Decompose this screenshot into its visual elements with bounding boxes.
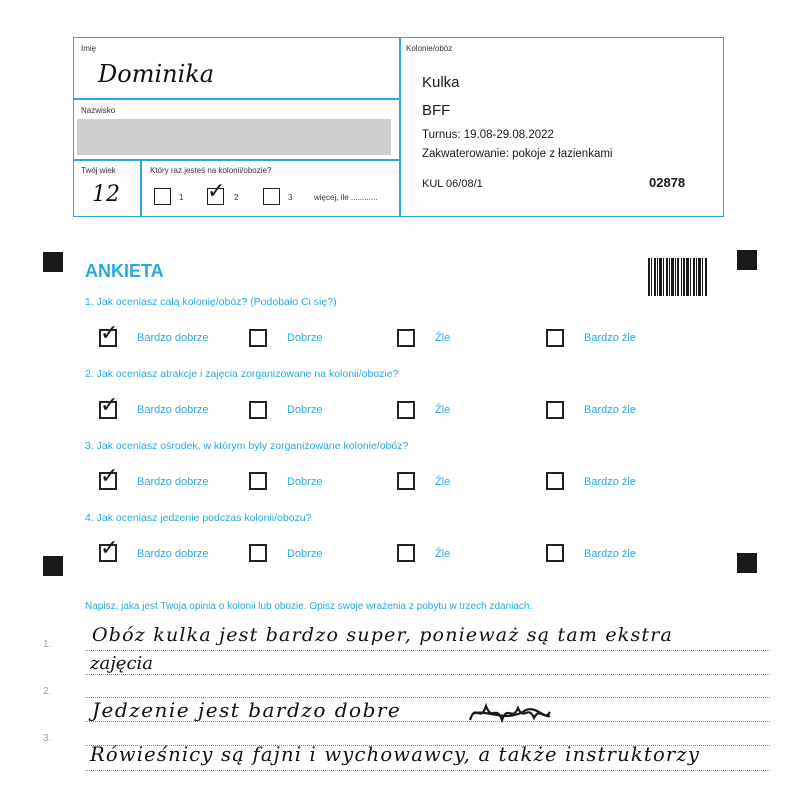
question-1: 1. Jak oceniasz całą kolonię/obóz? (Podobało Ci się?) bbox=[85, 296, 337, 308]
registration-marker-bottom-left bbox=[43, 556, 63, 576]
q4-option-label: Dobrze bbox=[287, 548, 323, 560]
times-more-label: więcej, ile ............ bbox=[314, 193, 378, 202]
q2-option-label: Bardzo źle bbox=[584, 404, 636, 416]
header-divider bbox=[399, 38, 401, 216]
times-checkbox-2[interactable] bbox=[207, 179, 226, 205]
q2-checkbox-dobrze[interactable] bbox=[249, 401, 267, 419]
name-label: Imię bbox=[81, 44, 97, 53]
q1-checkbox-bardzo-zle[interactable] bbox=[546, 329, 564, 347]
name-value: Dominika bbox=[98, 60, 215, 88]
q2-option-label: Bardzo dobrze bbox=[137, 404, 209, 416]
q3-checkbox-bardzo-dobrze[interactable] bbox=[99, 464, 119, 490]
registration-marker-top-right bbox=[737, 250, 757, 270]
q3-checkbox-dobrze[interactable] bbox=[249, 472, 267, 490]
turnus-text: Turnus: 19.08-29.08.2022 bbox=[422, 129, 554, 141]
opinion-prompt: Napisz, jaka jest Twoja opinia o kolonii lub obozie. Opisz swoje wrażenia z pobytu w trzech zdaniach. bbox=[85, 601, 533, 612]
name-row-divider bbox=[74, 98, 399, 100]
age-label: Twój wiek bbox=[81, 166, 116, 175]
scribble-icon bbox=[466, 700, 552, 726]
q3-option-label: Bardzo źle bbox=[584, 476, 636, 488]
check-mark-icon: ✓ bbox=[100, 393, 119, 418]
q3-option-label: Bardzo dobrze bbox=[137, 476, 209, 488]
q1-option-label: Źle bbox=[435, 332, 451, 344]
line-number-1: 1. bbox=[43, 639, 52, 650]
check-mark-icon: ✓ bbox=[100, 464, 119, 489]
q3-option-label: Dobrze bbox=[287, 476, 323, 488]
line-number-2: 2. bbox=[43, 686, 52, 697]
zakwaterowanie-text: Zakwaterowanie: pokoje z łazienkami bbox=[422, 148, 613, 160]
barcode-icon bbox=[648, 258, 708, 296]
answer-line bbox=[85, 674, 770, 675]
answer-line-2-text: Jedzenie jest bardzo dobre bbox=[92, 698, 402, 722]
q4-checkbox-bardzo-zle[interactable] bbox=[546, 544, 564, 562]
q4-checkbox-dobrze[interactable] bbox=[249, 544, 267, 562]
answer-line bbox=[85, 650, 770, 651]
q4-checkbox-bardzo-dobrze[interactable] bbox=[99, 536, 119, 562]
times-checkbox-1[interactable] bbox=[154, 188, 171, 205]
q1-checkbox-zle[interactable] bbox=[397, 329, 415, 347]
camp-label: Kolonie/obóz bbox=[406, 44, 453, 53]
check-mark-icon: ✓ bbox=[100, 321, 119, 346]
check-mark-icon: ✓ bbox=[100, 536, 119, 561]
times-option-3: 3 bbox=[288, 193, 293, 202]
q3-checkbox-zle[interactable] bbox=[397, 472, 415, 490]
times-checkbox-3[interactable] bbox=[263, 188, 280, 205]
question-3: 3. Jak oceniasz ośrodek, w którym były zorganizowane kolonie/obóz? bbox=[85, 440, 409, 452]
question-4: 4. Jak oceniasz jedzenie podczas kolonii/obozu? bbox=[85, 512, 312, 524]
q1-option-label: Bardzo dobrze bbox=[137, 332, 209, 344]
q2-option-label: Źle bbox=[435, 404, 451, 416]
age-divider bbox=[140, 159, 142, 217]
q4-checkbox-zle[interactable] bbox=[397, 544, 415, 562]
header-form bbox=[73, 37, 724, 217]
q2-option-label: Dobrze bbox=[287, 404, 323, 416]
answer-line-3-text: Rówieśnicy są fajni i wychowawcy, a także instruktorzy bbox=[90, 743, 701, 766]
camp-name: Kulka bbox=[422, 74, 460, 91]
question-2: 2. Jak oceniasz atrakcje i zajęcia zorganizowane na kolonii/obozie? bbox=[85, 368, 399, 380]
q4-option-label: Źle bbox=[435, 548, 451, 560]
q3-checkbox-bardzo-zle[interactable] bbox=[546, 472, 564, 490]
answer-line-1-text: Obóz kulka jest bardzo super, ponieważ są tam ekstra bbox=[92, 624, 674, 646]
check-mark-icon: ✓ bbox=[207, 179, 226, 204]
camp-code: KUL 06/08/1 bbox=[422, 178, 483, 190]
times-option-1: 1 bbox=[179, 193, 184, 202]
q4-option-label: Bardzo dobrze bbox=[137, 548, 209, 560]
q2-checkbox-bardzo-zle[interactable] bbox=[546, 401, 564, 419]
q1-checkbox-dobrze[interactable] bbox=[249, 329, 267, 347]
q4-option-label: Bardzo źle bbox=[584, 548, 636, 560]
registration-marker-top-left bbox=[43, 252, 63, 272]
answer-line-1b-text: zajęcia bbox=[90, 653, 154, 674]
registration-marker-bottom-right bbox=[737, 553, 757, 573]
surname-row-divider bbox=[74, 159, 399, 161]
answer-line bbox=[85, 770, 770, 771]
q2-checkbox-bardzo-dobrze[interactable] bbox=[99, 393, 119, 419]
q2-checkbox-zle[interactable] bbox=[397, 401, 415, 419]
line-number-3: 3. bbox=[43, 733, 52, 744]
q1-option-label: Dobrze bbox=[287, 332, 323, 344]
times-option-2: 2 bbox=[234, 193, 239, 202]
survey-title: ANKIETA bbox=[85, 261, 164, 281]
camp-sub: BFF bbox=[422, 102, 451, 119]
q3-option-label: Źle bbox=[435, 476, 451, 488]
form-number: 02878 bbox=[649, 175, 686, 190]
q1-checkbox-bardzo-dobrze[interactable] bbox=[99, 321, 119, 347]
times-label: Który raz jesteś na kolonii/obozie? bbox=[150, 166, 272, 175]
surname-label: Nazwisko bbox=[81, 106, 116, 115]
age-value: 12 bbox=[92, 182, 120, 207]
q1-option-label: Bardzo źle bbox=[584, 332, 636, 344]
surname-redaction bbox=[77, 119, 391, 155]
